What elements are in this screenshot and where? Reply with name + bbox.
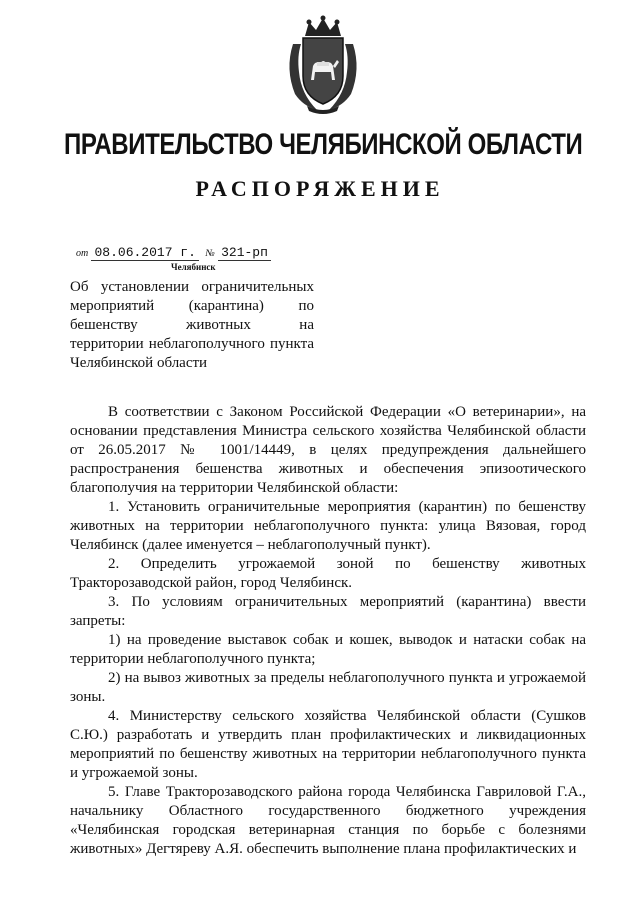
document-number: 321-рп — [218, 245, 271, 261]
subject-line: Об установлении ограничительных — [70, 279, 314, 295]
body-paragraph: 2) на вывоз животных за пределы неблагополучного пункта и угрожаемой зоны. — [70, 670, 586, 705]
organization-title: ПРАВИТЕЛЬСТВО ЧЕЛЯБИНСКОЙ ОБЛАСТИ — [64, 128, 583, 161]
body-paragraph: 2. Определить угрожаемой зоной по бешенству животных Тракторозаводской район, город Челябинск. — [70, 556, 586, 591]
body-paragraph: В соответствии с Законом Российской Федерации «О ветеринарии», на основании представления Министра сельского хозяйства Челябинской области от 26.05.2017 № 1001/14449, в целях предупреждения дальнейшего распространения бешенства животных и обеспечения эпизоотического благополучия на территории Челябинской области: — [70, 404, 586, 496]
document-type: РАСПОРЯЖЕНИЕ — [195, 176, 445, 201]
document-body — [70, 403, 586, 859]
body-paragraph: 4. Министерству сельского хозяйства Челябинской области (Сушков С.Ю.) разработать и утвердить план профилактических и ликвидационных мероприятий по бешенству животных на территории неблагополучного пункта и угрожаемой зоны. — [70, 708, 586, 781]
subject-line: бешенству животных на — [70, 317, 314, 333]
body-paragraph: 1. Установить ограничительные мероприятия (карантин) по бешенству животных на территории неблагополучного пункта: улица Вязовая, город Челябинск (далее именуется – неблагополучный пункт). — [70, 499, 586, 553]
document-subject — [70, 278, 314, 373]
number-prefix: № — [205, 248, 215, 259]
city-label: Челябинск — [171, 262, 216, 272]
body-paragraph: 1) на проведение выставок собак и кошек, выводок и натаски собак на территории неблагополучного пункта; — [70, 632, 586, 667]
subject-line: Челябинской области — [70, 355, 208, 371]
registration-line — [76, 244, 271, 260]
subject-line: мероприятий (карантина) по — [70, 298, 314, 314]
coat-of-arms-icon — [283, 14, 363, 114]
body-paragraph: 5. Главе Тракторозаводского района города Челябинска Гавриловой Г.А., начальнику Областного государственного бюджетного учреждения «Челябинская городская ветеринарная станция по борьбе с болезнями животных» Дегтяреву А.Я. обеспечить выполнение плана профилактических и — [70, 784, 586, 857]
date-prefix: от — [76, 248, 89, 259]
subject-line: территории неблагополучного пункта — [70, 336, 314, 352]
document-date: 08.06.2017 г. — [91, 245, 198, 261]
body-paragraph: 3. По условиям ограничительных мероприятий (карантина) ввести запреты: — [70, 594, 586, 629]
